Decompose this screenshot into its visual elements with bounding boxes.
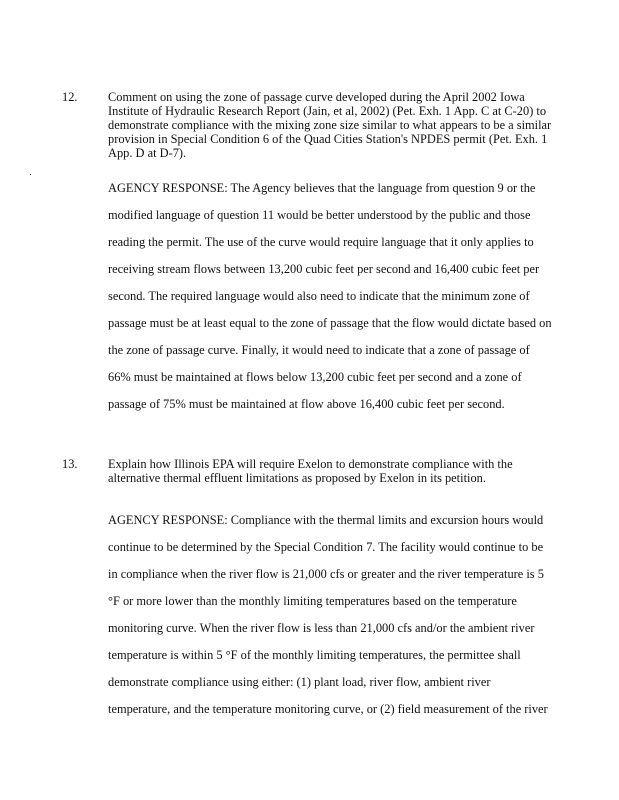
question-text-line: provision in Special Condition 6 of the Quad Cities Station's NPDES permit (Pet. Exh. 1	[108, 132, 548, 146]
question-text-line: demonstrate compliance with the mixing zone size similar to what appears to be a similar	[108, 118, 552, 132]
question-text-line: Institute of Hydraulic Research Report (Jain, et al, 2002) (Pet. Exh. 1 App. C at C-20) to	[108, 104, 547, 118]
question-number: 12.	[62, 90, 78, 104]
response-text-line: continue to be determined by the Special Condition 7. The facility would continue to be	[108, 540, 544, 554]
stray-mark	[30, 174, 31, 175]
question-text-line: alternative thermal effluent limitations as proposed by Exelon in its petition.	[108, 471, 486, 485]
response-text-line: demonstrate compliance using either: (1) plant load, river flow, ambient river	[108, 675, 491, 689]
response-text-line: °F or more lower than the monthly limiting temperatures based on the temperature	[108, 594, 517, 608]
response-text-line: 66% must be maintained at flows below 13,200 cubic feet per second and a zone of	[108, 370, 522, 384]
response-text-line: passage of 75% must be maintained at flow above 16,400 cubic feet per second.	[108, 397, 505, 411]
response-text-line: AGENCY RESPONSE: Compliance with the thermal limits and excursion hours would	[108, 513, 544, 527]
response-text-line: monitoring curve. When the river flow is less than 21,000 cfs and/or the ambient river	[108, 621, 535, 635]
question-text-line: App. D at D-7).	[108, 146, 187, 160]
question-text-line: Explain how Illinois EPA will require Exelon to demonstrate compliance with the	[108, 457, 513, 471]
response-text-line: the zone of passage curve. Finally, it would need to indicate that a zone of passage of	[108, 343, 530, 357]
question-text-line: Comment on using the zone of passage curve developed during the April 2002 Iowa	[108, 90, 525, 104]
response-text-line: modified language of question 11 would be better understood by the public and those	[108, 208, 531, 222]
response-text-line: temperature is within 5 °F of the monthly limiting temperatures, the permittee shall	[108, 648, 521, 662]
response-text-line: AGENCY RESPONSE: The Agency believes that the language from question 9 or the	[108, 181, 536, 195]
response-text-line: second. The required language would also need to indicate that the minimum zone of	[108, 289, 530, 303]
response-text-line: temperature, and the temperature monitoring curve, or (2) field measurement of the river	[108, 702, 548, 716]
response-text-line: in compliance when the river flow is 21,000 cfs or greater and the river temperature is 5	[108, 567, 544, 581]
question-number: 13.	[62, 457, 78, 471]
response-text-line: receiving stream flows between 13,200 cubic feet per second and 16,400 cubic feet per	[108, 262, 540, 276]
response-text-line: reading the permit. The use of the curve would require language that it only applies to	[108, 235, 534, 249]
response-text-line: passage must be at least equal to the zone of passage that the flow would dictate based on	[108, 316, 552, 330]
